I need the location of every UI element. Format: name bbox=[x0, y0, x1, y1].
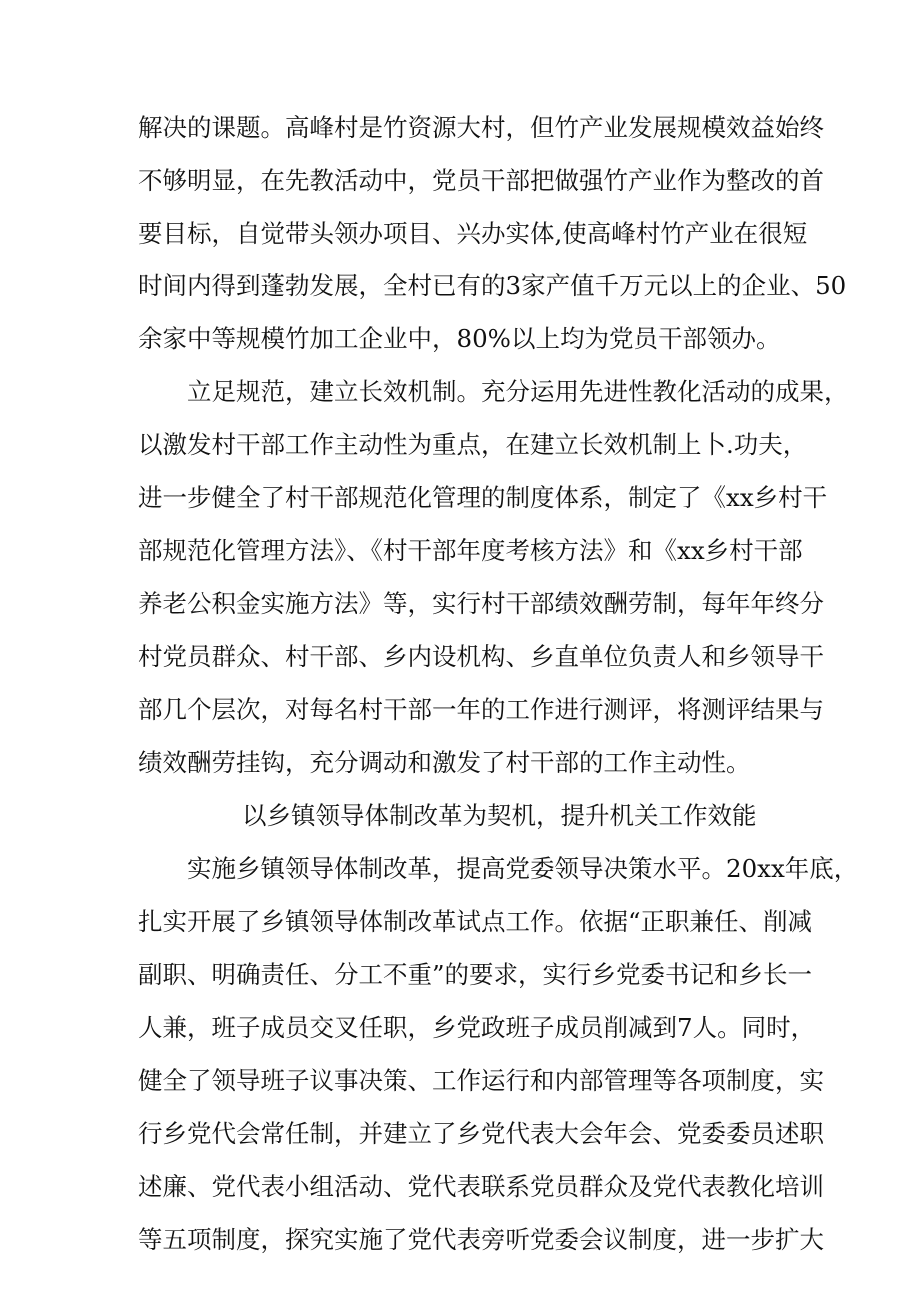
paragraph-line: 述廉、党代表小组活动、党代表联系党员群众及党代表教化培训 bbox=[138, 1172, 824, 1201]
paragraph-line: 时间内得到蓬勃发展，全村已有的3家产值千万元以上的企业、50 bbox=[138, 271, 847, 300]
paragraph-line: 健全了领导班子议事决策、工作运行和内部管理等各项制度，实 bbox=[138, 1066, 824, 1095]
paragraph-line: 部规范化管理方法》、《村干部年度考核方法》和《xx乡村干部 bbox=[138, 536, 803, 565]
paragraph-line: 要目标，自觉带头领办项目、兴办实体,使高峰村竹产业在很短 bbox=[138, 219, 808, 248]
paragraph-line: 扎实开展了乡镇领导体制改革试点工作。依据“正职兼任、削减 bbox=[138, 907, 813, 936]
paragraph-line: 余家中等规模竹加工企业中，80%以上均为党员干部领办。 bbox=[138, 324, 781, 353]
paragraph-line: 人兼，班子成员交叉任职，乡党政班子成员削减到7人。同时， bbox=[138, 1013, 816, 1042]
section-heading: 以乡镇领导体制改革为契机，提升机关工作效能 bbox=[242, 801, 757, 830]
paragraph-line: 等五项制度，探究实施了党代表旁听党委会议制度，进一步扩大 bbox=[138, 1225, 824, 1254]
paragraph-line: 绩效酬劳挂钩，充分调动和激发了村干部的工作主动性。 bbox=[138, 748, 751, 777]
paragraph-line: 立足规范，建立长效机制。充分运用先进性教化活动的成果， bbox=[187, 377, 849, 406]
paragraph-line: 村党员群众、村干部、乡内设机构、乡直单位负责人和乡领导干 bbox=[138, 642, 824, 671]
paragraph-line: 部几个层次，对每名村干部一年的工作进行测评，将测评结果与 bbox=[138, 695, 824, 724]
paragraph-line: 副职、明确责任、分工不重”的要求，实行乡党委书记和乡长一 bbox=[138, 960, 813, 989]
paragraph-line: 行乡党代会常任制，并建立了乡党代表大会年会、党委委员述职 bbox=[138, 1119, 824, 1148]
paragraph-line: 以激发村干部工作主动性为重点，在建立长效机制上卜.功夫， bbox=[138, 430, 808, 459]
paragraph-line: 实施乡镇领导体制改革，提高党委领导决策水平。20xx年底， bbox=[187, 854, 859, 883]
paragraph-line: 养老公积金实施方法》等，实行村干部绩效酬劳制，每年年终分 bbox=[138, 589, 824, 618]
paragraph-line: 进一步健全了村干部规范化管理的制度体系，制定了《xx乡村干 bbox=[138, 483, 828, 512]
paragraph-line: 解决的课题。高峰村是竹资源大村，但竹产业发展规模效益始终 bbox=[138, 113, 824, 142]
paragraph-line: 不够明显，在先教活动中，党员干部把做强竹产业作为整改的首 bbox=[138, 166, 824, 195]
